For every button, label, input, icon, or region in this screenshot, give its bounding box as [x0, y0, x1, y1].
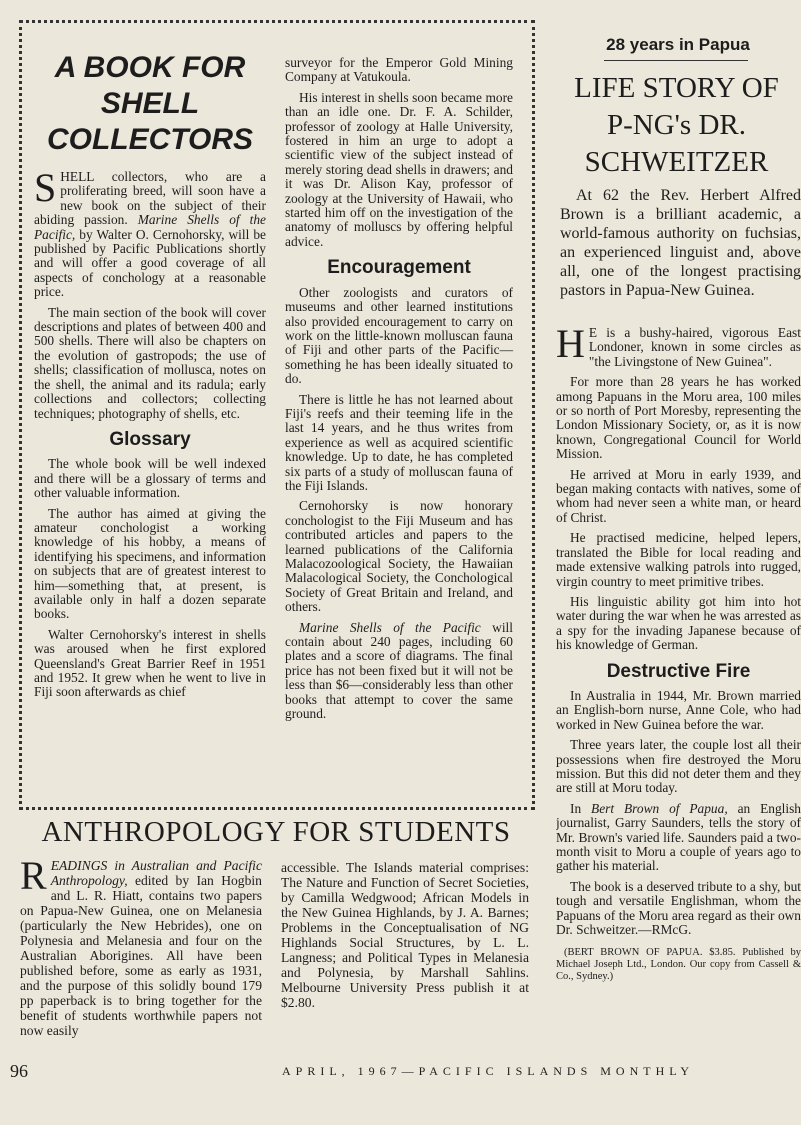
papua-para-3: He arrived at Moru in early 1939, and began making contacts with natives, some of whom had never seen a white man, or heard of Christ. — [556, 466, 801, 525]
shell-para-6: surveyor for the Emperor Gold Mining Company at Vatukoula. — [285, 55, 513, 85]
papua-subhead: Destructive Fire — [606, 660, 751, 682]
shell-title-line2: SHELL — [100, 87, 200, 120]
shell-article-col1 — [34, 50, 266, 706]
shell-para-4: The author has aimed at giving the amateur conchologist a working knowledge of his hobby, a means of identifying his specimens, and information on subjects that are of greatest interest to him—something that, at present, is available only in half a dozen separate books. — [34, 505, 266, 622]
papua-para-9: The book is a deserved tribute to a shy, but tough and versatile Englishman, whom the Papuans of the Moru area regard as their own Dr. Schweitzer.—RMcG. — [556, 878, 801, 938]
papua-body — [556, 326, 801, 1056]
papua-para-8: In Bert Brown of Papua, an English journalist, Garry Saunders, tells the story of Mr. Brown's varied life. Saunders paid a two-month visit to Moru a couple of years ago to gather his material. — [556, 800, 801, 874]
shell-para-2: The main section of the book will cover descriptions and plates of between 400 and 500 shells. There will also be chapters on the evolution of gastropods; the use of shells; classification of mollusca, notes on the shell, the animal and its radula; early collections and collectors; collecting techniques; photography of shells, etc. — [34, 304, 266, 421]
shell-article-col2 — [285, 56, 513, 727]
anthro-dropcap: R — [20, 853, 47, 898]
papua-kicker: 28 years in Papua — [606, 35, 750, 54]
anthro-col2 — [281, 860, 529, 1016]
shell-para-9: There is little he has not learned about Fiji's reefs and their teeming life in the last 14 years, and he thus writes from experience as well as acquired scientific knowledge. Up to date, he has completed six parts of a study of molluscan fauna of the Fiji Islands. — [285, 391, 513, 493]
shell-dropcap: S — [34, 165, 57, 210]
anthro-para-1: READINGS in Australian and Pacific Anthropology, edited by Ian Hogbin and L. R. Hiatt, contains two papers on Papua-New Guinea, one on Melanesia (particularly the New Hebrides), one on Polynesia and Melanesia and four on the Australian Aborigines. All have been published before, some as early as 1931, and the purpose of this solidly bound 179 pp paperback is to bring together for the benefit of students worthwhile papers not now easily — [20, 853, 262, 1038]
page-number: 96 — [10, 1061, 28, 1081]
shell-title-line3: COLLECTORS — [46, 123, 254, 156]
papua-para-1: H E is a bushy-haired, vigorous East Londoner, known in some circles as "the Livingstone of New Guinea". — [556, 326, 801, 369]
anthro-para-2: accessible. The Islands material comprises: The Nature and Function of Secret Societies, by Camilla Wedgwood; African Models in the New Guinea Highlands, by J. A. Barnes; Problems in the Conceptualisation of NG Highlands Social Structures, by L. L. Langness; and Political Types in Melanesia and Polynesia, by Marshall Sahlins. Melbourne University Press publish it at $2.80. — [281, 860, 529, 1010]
shell-para-3: The whole book will be well indexed and there will be a glossary of terms and other valuable information. — [34, 456, 266, 501]
papua-title-line1: LIFE STORY OF — [574, 72, 779, 104]
papua-para-5: His linguistic ability got him into hot water during the war when he was arrested as a spy for the invading Japanese because of his knowledge of German. — [556, 593, 801, 653]
papua-intro: At 62 the Rev. Herbert Alfred Brown is a brilliant academic, a world-famous authority on fuchsias, an experienced linguist and, above all, one of the longest practising pastors in Papua-New Guinea. — [560, 187, 801, 299]
footer-line: APRIL, 1967—PACIFIC ISLANDS MONTHLY — [282, 1064, 695, 1078]
papua-para-4: He practised medicine, helped lepers, translated the Bible for local reading and made extensive walking patrols into rugged, virgin country to meet primitive tribes. — [556, 530, 801, 589]
anthro-title: ANTHROPOLOGY FOR STUDENTS — [41, 816, 511, 848]
papua-title — [552, 70, 801, 181]
papua-title-line2: P-NG's DR. — [607, 109, 746, 141]
papua-para-2: For more than 28 years he has worked among Papuans in the Moru area, 100 miles or so north of Port Moresby, representing the London Missionary Society, or, as it is now known, Congregational Council for World Mission. — [556, 374, 801, 462]
papua-dropcap: H — [556, 326, 585, 366]
shell-para-8: Other zoologists and curators of museums and other learned institutions also provided encouragement to carry on work on the little-known molluscan fauna of Fiji and other parts of the Pacific—something he has been ideally situated to do. — [285, 284, 513, 387]
shell-para-10: Cernohorsky is now honorary conchologist to the Fiji Museum and has contributed articles and papers to the learned publications of the California Malacozoological Society, the Hawaiian Malacological Society, the Conchological Society of Great Britain and Ireland, and others. — [285, 498, 513, 615]
shell-para-11: Marine Shells of the Pacific will contain about 240 pages, including 60 plates and a score of diagrams. The final price has not been fixed but it will not be less than $6—considerably less than other books that attempt to cover the same ground. — [285, 619, 513, 722]
shell-para-1: SHELL collectors, who are a proliferating breed, will soon have a new book on the subject of their abiding passion. Marine Shells of the Pacific, by Walter O. Cernohorsky, will be published by Pacific Publications shortly and will offer a good coverage of all aspects of conchology at a reasonable price. — [34, 165, 266, 300]
shell-para-5: Walter Cernohorsky's interest in shells was aroused when he first explored Queensland's Great Barrier Reef in 1951 and 1952. It grew when he went to live in Fiji soon afterwards as chief — [34, 626, 266, 700]
shell-title-line1: A BOOK FOR — [54, 51, 246, 84]
papua-title-line3: SCHWEITZER — [584, 146, 769, 178]
anthro-col1 — [20, 853, 262, 1044]
papua-kicker-rule — [604, 60, 748, 61]
papua-para-6: In Australia in 1944, Mr. Brown married an English-born nurse, Anne Cole, who had worked in New Guinea before the war. — [556, 687, 801, 732]
shell-para-7: His interest in shells soon became more than an idle one. Dr. F. A. Schilder, professor of zoology at Halle University, fostered in him an urge to adopt a scientific view of the subject instead of merely storing dead shells in drawers; and it was Dr. Alison Kay, professor of zoology at the University of Hawaii, who started him off on the investigation of the anatomy of molluscs by offering helpful advice. — [285, 89, 513, 249]
papua-para-7: Three years later, the couple lost all their possessions when fire destroyed the Moru mission. But this did not deter them and they are still at Moru today. — [556, 737, 801, 796]
shell-subhead-encouragement: Encouragement — [327, 257, 471, 279]
papua-credit: (BERT BROWN OF PAPUA. $3.85. Published by Michael Joseph Ltd., London. Our copy from Cassell & Co., Sydney.) — [556, 947, 801, 983]
shell-subhead-glossary: Glossary — [109, 428, 191, 450]
